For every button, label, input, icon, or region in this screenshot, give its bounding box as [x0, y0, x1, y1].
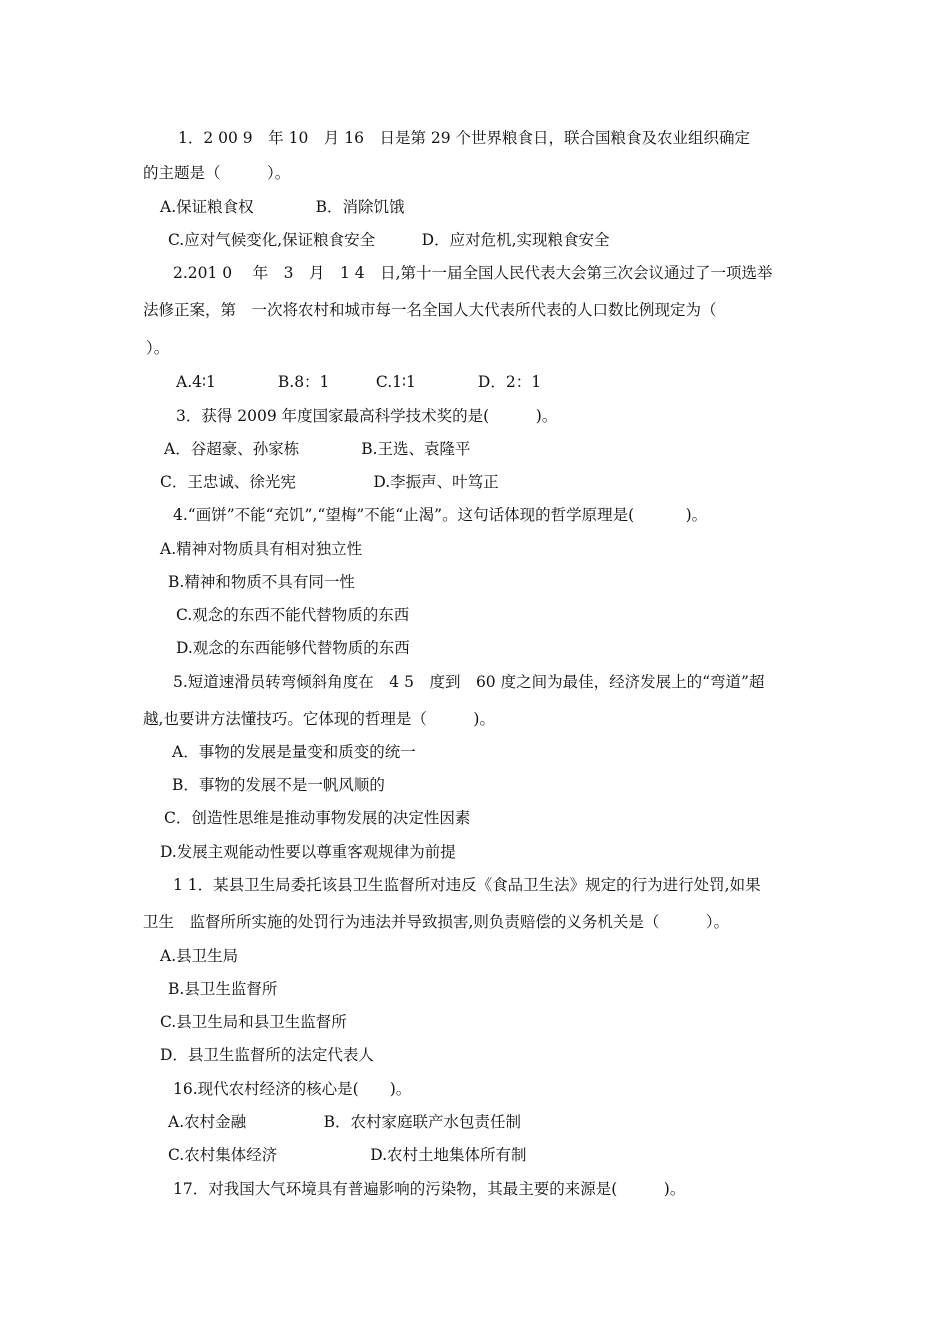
question-5-option-c: C．创造性思维是推动事物发展的决定性因素	[164, 809, 471, 827]
question-5-option-b: B．事物的发展不是一帆风顺的	[172, 776, 385, 794]
question-16-stem: 16.现代农村经济的核心是( )。	[173, 1080, 412, 1098]
question-2-options-row-1: A.4∶1 B.8：1 C.1∶1 D．2：1	[176, 373, 542, 391]
question-5-stem-line-1: 5.短道速滑员转弯倾斜角度在 4 5 度到 60 度之间为最佳，经济发展上的“弯道”超	[173, 673, 765, 691]
question-17-stem: 17．对我国大气环境具有普遍影响的污染物，其最主要的来源是( )。	[173, 1180, 686, 1198]
question-11-option-d: D．县卫生监督所的法定代表人	[160, 1046, 374, 1064]
question-5-option-d: D.发展主观能动性要以尊重客观规律为前提	[160, 843, 456, 861]
question-11-option-a: A.县卫生局	[160, 947, 239, 965]
question-11-option-c: C.县卫生局和县卫生监督所	[160, 1013, 347, 1031]
question-2-stem-line-3: ）。	[146, 339, 170, 357]
question-11-stem-line-1: 1 1．某县卫生局委托该县卫生监督所对违反《食品卫生法》规定的行为进行处罚,如果	[173, 876, 761, 894]
question-1-options-row-2: C.应对气候变化,保证粮食安全 D．应对危机,实现粮食安全	[168, 231, 610, 249]
question-3-options-row-2: C．王忠诚、徐光宪 D.李振声、叶笃正	[160, 473, 499, 491]
question-4-option-b: B.精神和物质不具有同一性	[168, 573, 355, 591]
question-11-stem-line-2: 卫生 监督所所实施的处罚行为违法并导致损害,则负责赔偿的义务机关是（ ）。	[143, 913, 730, 931]
question-11-option-b: B.县卫生监督所	[168, 980, 278, 998]
question-5-option-a: A．事物的发展是量变和质变的统一	[172, 743, 416, 761]
question-3-options-row-1: A．谷超豪、孙家栋 B.王选、袁隆平	[164, 440, 471, 458]
question-4-option-d: D.观念的东西能够代替物质的东西	[176, 639, 410, 657]
question-4-stem: 4.“画饼”不能“充饥”,“望梅”不能“止渴”。这句话体现的哲学原理是( )。	[173, 506, 708, 524]
question-16-options-row-1: A.农村金融 B．农村家庭联产水包责任制	[168, 1113, 522, 1131]
question-1-options-row-1: A.保证粮食权 B．消除饥饿	[160, 198, 405, 216]
question-3-stem: 3．获得 2009 年度国家最高科学技术奖的是( )。	[176, 407, 558, 425]
question-16-options-row-2: C.农村集体经济 D.农村土地集体所有制	[168, 1146, 527, 1164]
question-4-option-c: C.观念的东西不能代替物质的东西	[176, 606, 410, 624]
question-1-stem-line-2: 的主题是（ ）。	[143, 164, 291, 182]
question-2-stem-line-1: 2.201 0 年 3 月 1 4 日,第十一届全国人民代表大会第三次会议通过了一项选举	[173, 264, 773, 282]
question-5-stem-line-2: 越,也要讲方法懂技巧。它体现的哲理是（ )。	[143, 710, 495, 728]
question-1-stem-line-1: 1．2 00 9 年 10 月 16 日是第 29 个世界粮食日，联合国粮食及农业组织确定	[178, 129, 751, 147]
question-4-option-a: A.精神对物质具有相对独立性	[160, 540, 363, 558]
question-2-stem-line-2: 法修正案，第 一次将农村和城市每一名全国人大代表所代表的人口数比例现定为（	[143, 301, 717, 319]
